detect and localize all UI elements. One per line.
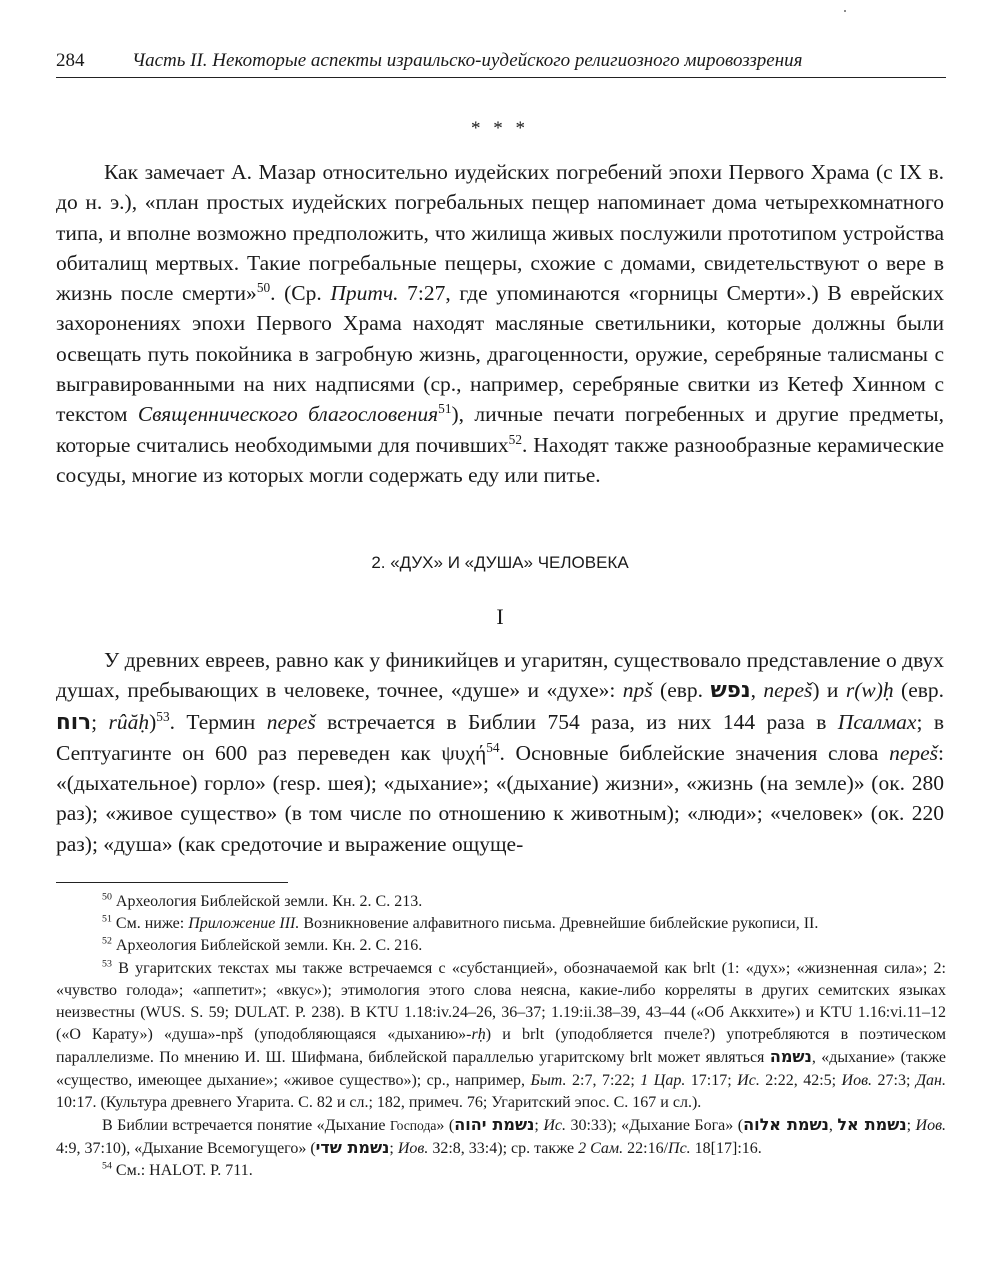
footnote-ref-54[interactable]: 54	[486, 739, 500, 755]
footnote-52: $^{52}$ Археология Библейской земли. Кн. 2. С. 216.	[102, 936, 423, 955]
running-title: Часть II. Некоторые аспекты израильско-иудейского религиозного мировоззрения	[132, 50, 803, 71]
hebrew-word: נשמת אל	[837, 1115, 907, 1135]
hebrew-word: נשמת יהוה	[454, 1115, 535, 1135]
footnote-ref-53[interactable]: 53	[156, 708, 170, 724]
footnote-53: $^{53}$ В угаритских текстах мы также встречаемся с «субстанцией», обозначаемой как brlt (1: «дух»; «жизненная сила»; 2: «чувство голода»; «аппетит»; «вкус»); этимология этого слова неясна, какие-либо корреляты в других семитских языках неизвестны (WUS. S. 59; DULAT. P. 238). В KTU 1.18:iv.24–26, 36–37; 1.19:ii.38–39, 43–44 («Об Аккхите») и KTU 1.16:vi.11–12 («О Карату») «душа»-npš (уподобляющаяся «дыханию»-rḥ) и brlt (уподобляется пчеле?) употребляются в поэтическом параллелизме. По мнению И. Ш. Шифмана, библейской параллелью угаритскому brlt может являться נשמה, «дыхание» (также «существо, имеющее дыхание»; «живое существо»); ср., например, Быт. 2:7, 7:22; 1 Цар. 17:17; Ис. 2:22, 42:5; Иов. 27:3; Дан. 10:17. (Культура древнего Угарита. С. 82 и сл.; 182, примеч. 76; Угаритский эпос. С. 167 и сл.).	[56, 958, 947, 1111]
page-header	[56, 50, 946, 80]
page-number: 284	[56, 50, 85, 71]
paragraph-1: Как замечает А. Мазар относительно иудейских погребений эпохи Первого Храма (с IX в. до н. э.), «план простых иудейских погребальных пещер напоминает дома четырехкомнатного типа, и вполне возможно предположить, что жилища живых послужили прототипом устройства обиталищ мертвых. Такие погребальные пещеры, схожие с домами, свидетельствуют о вере в жизнь после смерти»$^{50}$. (Ср. Притч. 7:27, где упоминаются «горницы Смерти».) В еврейских захоронениях эпохи Первого Храма находят масляные светильники, которые должны были освещать путь покойника в загробную жизнь, драгоценности, оружие, серебряные талисманы с выгравированными на них надписями (ср., например, серебряные свитки из Кетеф Хинном с текстом Священнического благословения$^{51}$), личные печати погребенных и другие предметы, которые считались необходимыми для почивших$^{52}$. Находят также разнообразные керамические сосуды, многие из которых могли содержать еду или питье.	[56, 160, 945, 487]
scan-speck	[844, 10, 846, 12]
section-separator: * * *	[471, 118, 529, 139]
footnote-rule	[56, 882, 288, 883]
paragraph-2: У древних евреев, равно как у финикийцев и угаритян, существовало представление о двух душах, пребывающих в человеке, точнее, «душе» и «духе»: npš (евр. נפש, nepeš) и r(w)ḥ (евр. רוח; rûăḥ)$^{53}$. Термин nepeš встречается в Библии 754 раза, из них 144 раза в Псалмах; в Септуагинте он 600 раз переведен как ψυχή$^{54}$. Основные библейские значения слова nepeš: «(дыхательное) горло» (resp. шея); «дыхание»; «(дыхание) жизни», «жизнь (на земле)» (ок. 280 раз); «живое существо» (в том числе по отношению к животным); «люди»; «человек» (ок. 220 раз); «душа» (как средоточие и выражение ощуще-	[56, 648, 945, 856]
footnote-50: $^{50}$ Археология Библейской земли. Кн. 2. С. 213.	[102, 891, 423, 910]
hebrew-word: רוח	[56, 709, 92, 735]
header-rule	[56, 77, 946, 78]
hebrew-word: נשמת אלוה	[743, 1115, 829, 1135]
hebrew-word: נשמת שדי	[315, 1138, 390, 1158]
footnotes	[56, 891, 946, 1183]
footnote-53-continued: В Библии встречается понятие «Дыхание Господа» (נשמת יהוה; Ис. 30:33); «Дыхание Бога» (נשמת אלוה, נשמת אל; Иов. 4:9, 37:10), «Дыхание Всемогущего» (נשמת שדי; Иов. 32:8, 33:4); ср. также 2 Сам. 22:16/Пс. 18[17]:16.	[56, 1115, 947, 1158]
hebrew-word: נשמה	[769, 1047, 812, 1067]
footnote-ref-51[interactable]: 51	[438, 401, 452, 417]
footnote-ref-50[interactable]: 50	[256, 280, 271, 296]
footnote-51: $^{51}$ См. ниже: Приложение III. Возникновение алфавитного письма. Древнейшие библейские рукописи, II.	[102, 913, 819, 933]
section-title: 2. «ДУХ» И «ДУША» ЧЕЛОВЕКА	[371, 553, 629, 572]
hebrew-word: נפש	[710, 678, 751, 704]
footnote-54: $^{54}$ См.: HALOT. P. 711.	[102, 1161, 253, 1180]
footnote-ref-52[interactable]: 52	[508, 431, 522, 447]
subsection-number: I	[496, 604, 504, 629]
